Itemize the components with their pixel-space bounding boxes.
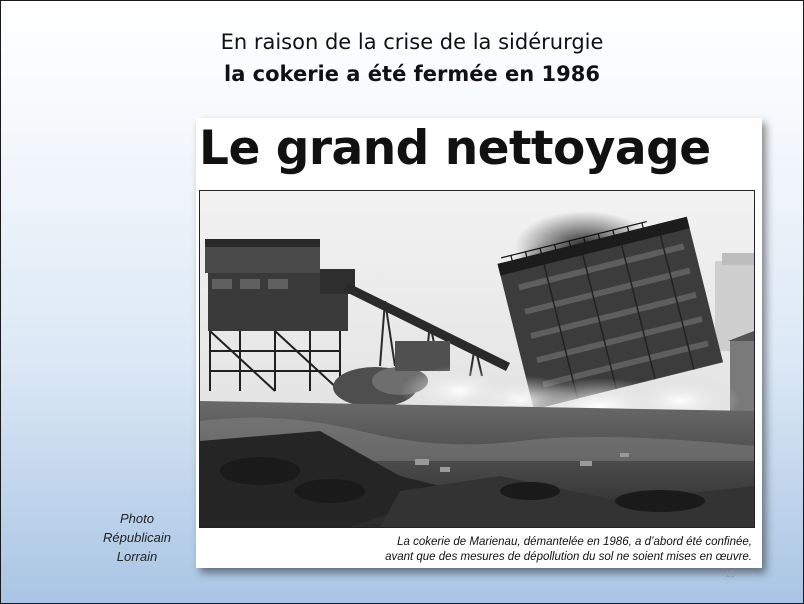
caption-line-1: La cokerie de Marienau, démantelée en 1986, a d’abord été confinée, <box>397 536 752 548</box>
caption-line-2: avant que des mesures de dépollution du sol ne soient mises en œuvre. <box>385 551 752 563</box>
demolition-photo-drawing <box>200 191 754 527</box>
credit-line-2: Républicain <box>103 530 171 545</box>
page-number: 15 <box>725 569 736 579</box>
slide-title-line-1: En raison de la crise de la sidérurgie <box>220 30 604 54</box>
photo-credit <box>96 509 178 566</box>
photo-caption <box>212 535 752 565</box>
newspaper-clipping <box>196 118 762 568</box>
clipping-headline: Le grand nettoyage <box>199 121 711 176</box>
slide-title-line-2: la cokerie a été fermée en 1986 <box>224 62 600 86</box>
credit-line-1: Photo <box>120 511 154 526</box>
credit-line-3: Lorrain <box>116 549 158 564</box>
demolition-photo <box>199 190 755 528</box>
